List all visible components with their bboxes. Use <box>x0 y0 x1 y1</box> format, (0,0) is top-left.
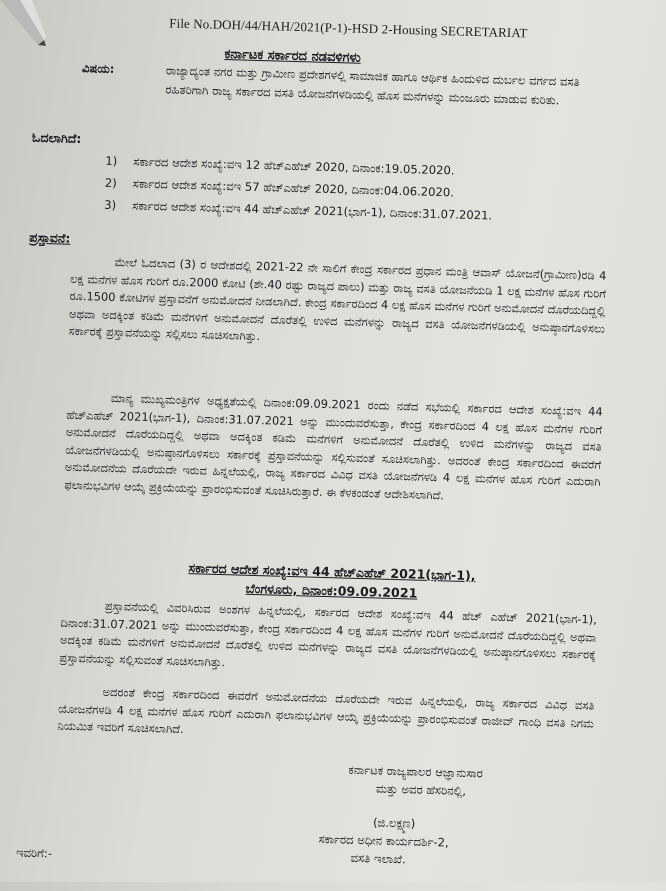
reference-number: 3) <box>104 197 117 213</box>
authority-line-1: ಕರ್ನಾಟಕ ರಾಜ್ಯಪಾಲರ ಆಜ್ಞಾನುಸಾರ <box>348 762 484 781</box>
order-paragraph-1: ಪ್ರಸ್ತಾವನೆಯಲ್ಲಿ ವಿವರಿಸಿರುವ ಅಂಶಗಳ ಹಿನ್ನಲೆಯಲ್ಲಿ, ಸರ್ಕಾರದ ಆದೇಶ ಸಂಖ್ಯೆ:ವಇ 44 ಹೆಚ್ ಎಹೆಚ್ 2021(ಭಾಗ-1), ದಿನಾಂಕ:31.07.2021 ಅನ್ನು ಮುಂದುವರೆಸುತ್ತಾ, ಕೇಂದ್ರ ಸರ್ಕಾರದಿಂದ 4 ಲಕ್ಷ ಹೊಸ ಮನೆಗಳ ಗುರಿಗೆ ಅನುಮೋದನೆ ದೊರೆಯದಿದ್ದಲ್ಲಿ ಅಥವಾ ಅದಕ್ಕಿಂತ ಕಡಿಮೆ ಮನೆಗಳಿಗೆ ಅನುಮೋದನೆ ದೊರೆತಲ್ಲಿ ಉಳಿದ ಮನೆಗಳನ್ನು ರಾಜ್ಯದ ವಸತಿ ಯೋಜನೆಗಳಡಿಯಲ್ಲಿ ಅನುಷ್ಠಾನಗೊಳಿಸಲು ಸರ್ಕಾರಕ್ಕೆ ಪ್ರಸ್ತಾವನೆಯನ್ನು ಸಲ್ಲಿಸುವಂತೆ ಸೂಚಿಸಲಾಗಿತ್ತು. <box>59 598 597 670</box>
signature-authority <box>348 761 483 801</box>
reference-number: 2) <box>104 175 117 191</box>
recipients-label: ಇವರಿಗೆ:- <box>15 845 53 861</box>
order-paragraph-2: ಅದರಂತೆ ಕೇಂದ್ರ ಸರ್ಕಾರದಿಂದ ಈವರೆಗೆ ಅನುಮೋದನೆಯ ದೊರೆಯದೇ ಇರುವ ಹಿನ್ನಲೆಯಲ್ಲಿ, ರಾಜ್ಯ ಸರ್ಕಾರದ ವಿವಿಧ ವಸತಿ ಯೋಜನೆಗಳಡಿ 4 ಲಕ್ಷ ಮನೆಗಳ ಹೊಸ ಗುರಿಗೆ ಎದುರಾಗಿ ಫಲಾನುಭವಿಗಳ ಆಯ್ಕೆ ಪ್ರಕ್ರಿಯೆಯನ್ನು ಪ್ರಾರಂಭಿಸುವಂತೆ ರಾಜೀವ್ ಗಾಂಧಿ ವಸತಿ ನಿಗಮ ನಿಯಮಿತ ಇವರಿಗೆ ಸೂಚಿಸಲಾಗಿದೆ. <box>57 684 595 737</box>
officer-designation: ಸರ್ಕಾರದ ಅಧೀನ ಕಾರ್ಯದರ್ಶಿ-2, <box>318 831 449 850</box>
reference-text: ಸರ್ಕಾರದ ಆದೇಶ ಸಂಖ್ಯೆ:ವಇ 57 ಹೆಚ್‌ಎಹೆಚ್ 2020, ದಿನಾಂಕ:04.06.2020. <box>132 176 455 200</box>
subject-text: ರಾಜ್ಯಾದ್ಯಂತ ನಗರ ಮತ್ತು ಗ್ರಾಮೀಣ ಪ್ರದೇಶಗಳಲ್ಲಿ ಸಾಮಾಜಿಕ ಹಾಗೂ ಆರ್ಥಿಕ ಹಿಂದುಳಿದ ದುರ್ಬಲ ವರ್ಗದ ವಸತಿ ರಹಿತರಿಗಾಗಿ ರಾಜ್ಯ ಸರ್ಕಾರದ ವಸತಿ ಯೋಜನೆಗಳಡಿಯಲ್ಲಿ ಹೊಸ ಮನೆಗಳನ್ನು ಮಂಜೂರು ಮಾಡುವ ಕುರಿತು. <box>165 63 580 108</box>
reference-text: ಸರ್ಕಾರದ ಆದೇಶ ಸಂಖ್ಯೆ:ವಇ 44 ಹೆಚ್‌ಎಹೆಚ್ 2021(ಭಾಗ-1), ದಿನಾಂಕ:31.07.2021. <box>131 198 493 223</box>
preamble-heading: ಪ್ರಸ್ತಾವನೆ: <box>29 229 71 246</box>
subject-label: ವಿಷಯ: <box>81 61 115 76</box>
reference-number: 1) <box>105 153 118 169</box>
file-number: File No.DOH/44/HAH/2021(P-1)-HSD 2-Housing SECRETARIAT <box>169 15 528 41</box>
preamble-paragraph-1: ಮೇಲೆ ಓದಲಾದ (3) ರ ಆದೇಶದಲ್ಲಿ 2021-22 ನೇ ಸಾಲಿಗೆ ಕೇಂದ್ರ ಸರ್ಕಾರದ ಪ್ರಧಾನ ಮಂತ್ರಿ ಆವಾಸ್ ಯೋಜನೆ(ಗ್ರಾಮೀಣ)ರಡಿ 4 ಲಕ್ಷ ಮನೆಗಳ ಹೊಸ ಗುರಿಗೆ ರೂ.2000 ಕೋಟಿ (ಶೇ.40 ರಷ್ಟು ರಾಜ್ಯದ ಪಾಲು) ಮತ್ತು ರಾಜ್ಯ ವಸತಿ ಯೋಜನೆಯಡಿ 1 ಲಕ್ಷ ಮನೆಗಳ ಹೊಸ ಗುರಿಗೆ ರೂ.1500 ಕೋಟಿಗಳ ಪ್ರಸ್ತಾವನೆಗೆ ಅನುಮೋದನೆ ನೀಡಲಾಗಿದೆ. ಕೇಂದ್ರ ಸರ್ಕಾರದಿಂದ 4 ಲಕ್ಷ ಹೊಸ ಮನೆಗಳ ಗುರಿಗೆ ಅನುಮೋದನೆ ದೊರೆಯದಿದ್ದಲ್ಲಿ ಅಥವಾ ಅದಕ್ಕಿಂತ ಕಡಿಮೆ ಮನೆಗಳಿಗೆ ಅನುಮೋದನೆ ದೊರೆತಲ್ಲಿ ಉಳಿದ ಮನೆಗಳನ್ನು ರಾಜ್ಯದ ವಸತಿ ಯೋಜನೆಗಳಡಿಯಲ್ಲಿ ಅನುಷ್ಠಾನಗೊಳಿಸಲು ಸರ್ಕಾರಕ್ಕೆ ಪ್ರಸ್ತಾವನೆಯನ್ನು ಸಲ್ಲಿಸಲು ಸೂಚಿಸಲಾಗಿತ್ತು. <box>68 255 607 344</box>
references-list <box>104 152 606 232</box>
reference-text: ಸರ್ಕಾರದ ಆದೇಶ ಸಂಖ್ಯೆ:ವಇ 12 ಹೆಚ್‌ಎಹೆಚ್ 2020, ದಿನಾಂಕ:19.05.2020. <box>133 154 455 178</box>
preamble-paragraph-2: ಮಾನ್ಯ ಮುಖ್ಯಮಂತ್ರಿಗಳ ಅಧ್ಯಕ್ಷತೆಯಲ್ಲಿ ದಿನಾಂಕ:09.09.2021 ರಂದು ನಡೆದ ಸಭೆಯಲ್ಲಿ ಸರ್ಕಾರದ ಆದೇಶ ಸಂಖ್ಯೆ:ವಇ 44 ಹೆಚ್‌ಎಹೆಚ್ 2021(ಭಾಗ-1), ದಿನಾಂಕ:31.07.2021 ಅನ್ನು ಮುಂದುವರೆಸುತ್ತಾ, ಕೇಂದ್ರ ಸರ್ಕಾರದಿಂದ 4 ಲಕ್ಷ ಹೊಸ ಮನೆಗಳ ಗುರಿಗೆ ಅನುಮೋದನೆ ದೊರೆಯದಿದ್ದಲ್ಲಿ ಅಥವಾ ಅದಕ್ಕಿಂತ ಕಡಿಮೆ ಮನೆಗಳಿಗೆ ಅನುಮೋದನೆ ದೊರೆತಲ್ಲಿ ಉಳಿದ ಮನೆಗಳನ್ನು ರಾಜ್ಯದ ವಸತಿ ಯೋಜನೆಗಳಡಿಯಲ್ಲಿ ಅನುಷ್ಠಾನಗೊಳಿಸಲು ಸರ್ಕಾರಕ್ಕೆ ಪ್ರಸ್ತಾವನೆಯನ್ನು ಸಲ್ಲಿಸುವಂತೆ ಸೂಚಿಸಲಾಗಿತ್ತು. ಅದರಂತೆ ಕೇಂದ್ರ ಸರ್ಕಾರದಿಂದ ಈವರೆಗೆ ಅನುಮೋದನೆಯ ದೊರೆಯದೇ ಇರುವ ಹಿನ್ನಲೆಯಲ್ಲಿ, ರಾಜ್ಯ ಸರ್ಕಾರದ ವಿವಿಧ ವಸತಿ ಯೋಜನೆಗಳಡಿ 4 ಲಕ್ಷ ಮನೆಗಳ ಹೊಸ ಗುರಿಗೆ ಎದುರಾಗಿ ಫಲಾನುಭವಿಗಳ ಆಯ್ಕೆ ಪ್ರಕ್ರಿಯೆಯನ್ನು ಪ್ರಾರಂಭಿಸುವಂತೆ ಸೂಚಿಸಿರುತ್ತಾರೆ. ಈ ಕೆಳಕಂಡಂತೆ ಆದೇಶಿಸಲಾಗಿದೆ. <box>64 390 603 503</box>
signature-officer <box>318 813 450 870</box>
officer-department: ವಸತಿ ಇಲಾಖೆ. <box>350 850 406 867</box>
document-header: ಕರ್ನಾಟಕ ಸರ್ಕಾರದ ನಡವಳಿಗಳು <box>224 46 361 66</box>
authority-line-2: ಮತ್ತು ಅವರ ಹೆಸರಿನಲ್ಲಿ, <box>375 781 467 799</box>
officer-name: (ಜಿ.ಲಕ್ಷ್ಮಣ) <box>372 815 416 831</box>
references-heading: ಓದಲಾಗಿದೆ: <box>31 129 82 147</box>
order-place-date: ಬೆಂಗಳೂರು, ದಿನಾಂಕ:09.09.2021 <box>245 580 418 601</box>
order-number: ಸರ್ಕಾರದ ಆದೇಶ ಸಂಖ್ಯೆ:ವಇ 44 ಹೆಚ್‌ಎಹೆಚ್ 2021(ಭಾಗ-1), <box>188 560 476 584</box>
